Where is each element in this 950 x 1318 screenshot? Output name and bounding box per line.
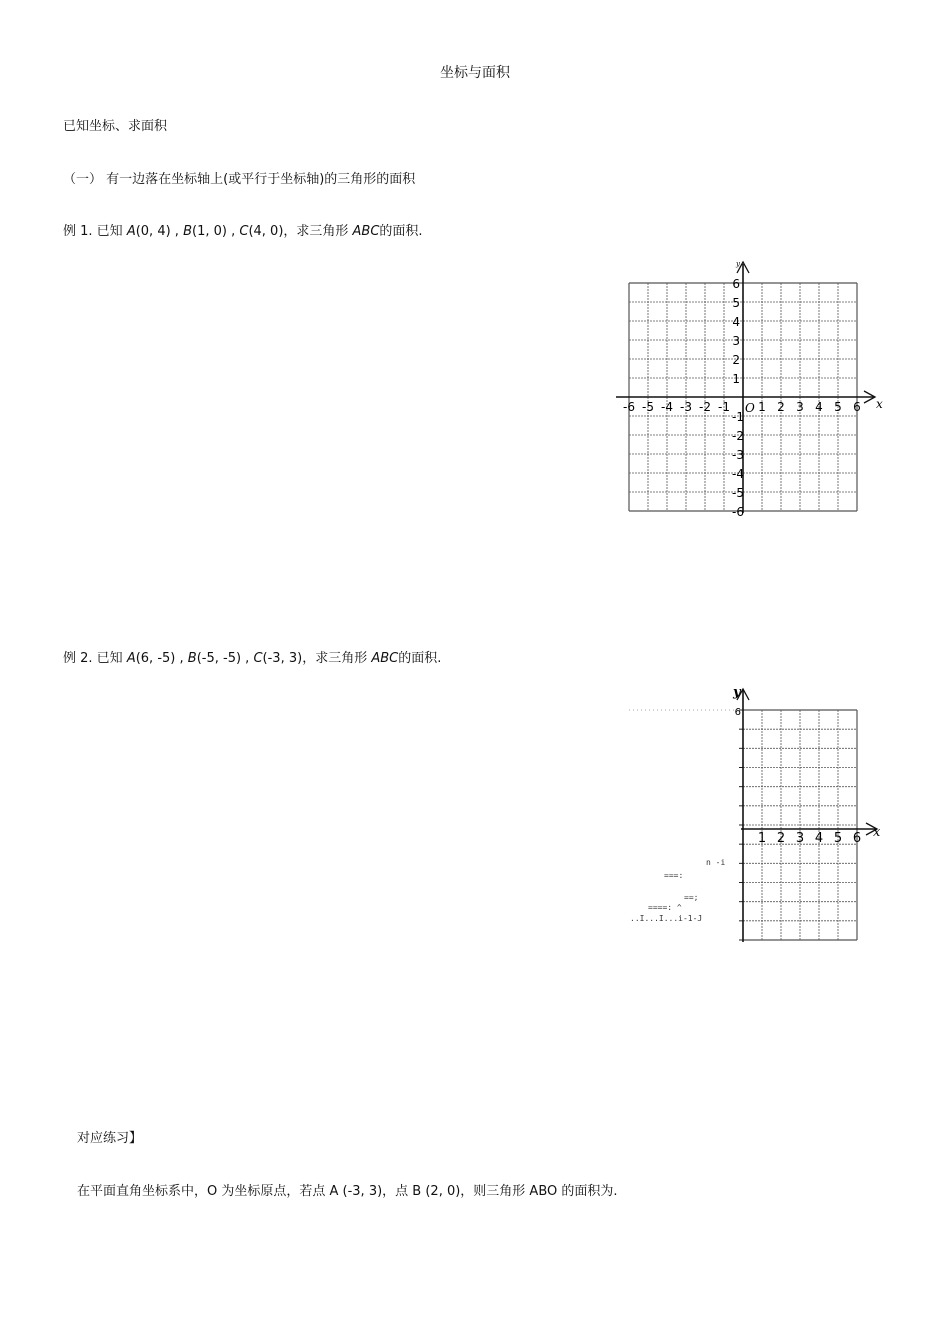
scan-artifact-1: n -i [706,858,726,867]
scan-artifact-3: ==; [684,893,699,902]
example-1-point-c: C [239,224,249,239]
x-tick-label: 4 [815,400,823,414]
scan-artifact-4: ====: ^ [648,903,682,912]
example-1-sep-1: , [170,224,184,239]
y-tick-label: 1 [732,372,740,386]
x-tick-label: 3 [795,831,805,846]
x-axis-label: x [876,397,883,411]
subsection-heading: （一） 有一边落在坐标轴上(或平行于坐标轴)的三角形的面积 [63,172,416,187]
example-2-mid: ，求三角形 [302,651,372,666]
example-1 [63,224,423,240]
example-2 [63,651,441,667]
x-tick-label: 6 [853,400,861,414]
x-tick-label: -2 [699,400,711,414]
example-2-point-c: C [253,651,263,666]
y-axis-label: y [733,685,741,700]
y-tick-label: -1 [732,410,744,424]
example-2-triangle: ABC [371,651,399,666]
x-tick-label: -6 [623,400,635,414]
coordinate-grid-1 [612,258,897,523]
y-top-tick-label: 6 [734,707,741,718]
y-tick-label: -2 [732,429,744,443]
y-tick-label: 2 [732,353,740,367]
example-2-b-coord: (-5, -5) [196,651,242,666]
example-1-sep-2: , [226,224,240,239]
example-1-point-b: B [183,224,192,239]
example-2-c-coord: (-3, 3) [262,651,303,666]
example-1-prefix: 例 1. 已知 [63,224,127,239]
example-2-suffix: 的面积. [398,651,442,666]
example-1-a-coord: (0, 4) [135,224,171,239]
example-2-a-coord: (6, -5) [135,651,176,666]
scan-artifact-5: ..I...I...i-1-J [630,914,703,923]
x-tick-label: 5 [834,400,842,414]
origin-label: O [745,401,755,415]
example-1-mid: ，求三角形 [283,224,353,239]
y-tick-label: -4 [732,467,744,481]
example-1-c-coord: (4, 0) [248,224,284,239]
y-tick-label: -6 [732,505,744,519]
x-tick-label: 3 [796,400,804,414]
x-tick-label: -5 [642,400,654,414]
example-2-point-a: A [126,651,136,666]
x-tick-label: -4 [661,400,673,414]
x-tick-label: 2 [777,400,785,414]
x-tick-label: 4 [814,831,824,846]
y-axis-label: y [736,260,740,268]
x-tick-label: 6 [852,831,862,846]
y-tick-label: -3 [732,448,744,462]
x-axis-label: x [873,825,881,840]
example-1-suffix: 的面积. [379,224,423,239]
example-2-sep-2: , [241,651,254,666]
practice-heading: 对应练习】 [77,1131,143,1146]
section-heading: 已知坐标、求面积 [63,119,168,134]
y-tick-label: 6 [732,277,740,291]
scan-artifact-2: ===: [664,871,684,880]
x-tick-label: 1 [757,831,767,846]
y-tick-label: -5 [732,486,744,500]
x-tick-label: 5 [833,831,843,846]
y-tick-label: 4 [732,315,740,329]
example-2-sep-1: , [175,651,188,666]
example-1-point-a: A [126,224,136,239]
x-tick-label: 2 [776,831,786,846]
example-1-triangle: ABC [352,224,380,239]
y-tick-label: 5 [732,296,740,310]
x-tick-label: 1 [758,400,766,414]
page-title: 坐标与面积 [440,65,510,81]
example-2-prefix: 例 2. 已知 [63,651,127,666]
x-tick-label: -1 [718,400,730,414]
example-2-point-b: B [187,651,197,666]
x-tick-label: -3 [680,400,692,414]
practice-question: 在平面直角坐标系中，O 为坐标原点，若点 A (-3, 3)，点 B (2, 0)，则三角形 ABO 的面积为. [77,1184,618,1199]
example-1-b-coord: (1, 0) [192,224,227,239]
y-tick-label: 3 [732,334,740,348]
